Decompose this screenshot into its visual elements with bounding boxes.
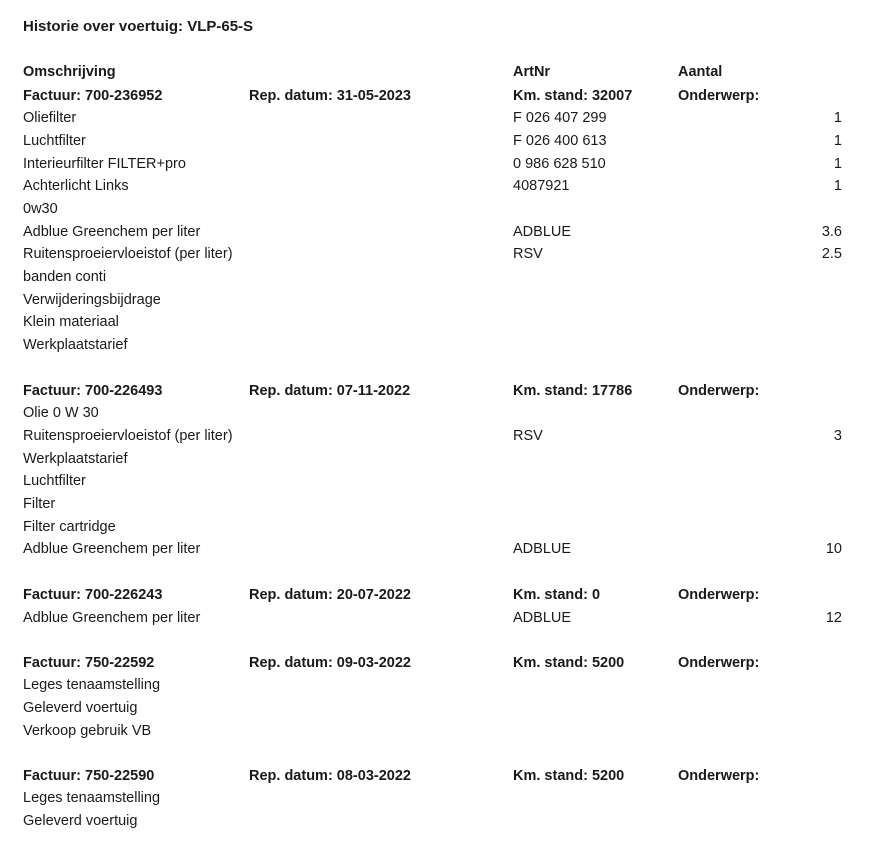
line-description: Klein materiaal (23, 314, 119, 331)
line-description: Verkoop gebruik VB (23, 722, 152, 739)
line-artnr: ADBLUE (513, 609, 572, 626)
line-item (0, 311, 872, 334)
invoice-header (0, 584, 872, 607)
odometer-reading: Km. stand: 5200 (513, 767, 625, 784)
invoice-block (0, 765, 872, 833)
line-quantity: 1 (833, 110, 842, 127)
line-item (0, 107, 872, 130)
invoice-header (0, 380, 872, 403)
line-quantity: 1 (833, 155, 842, 172)
line-description: Werkplaatstarief (23, 450, 128, 467)
line-item (0, 266, 872, 289)
line-description: Interieurfilter FILTER+pro (23, 155, 186, 172)
line-artnr: RSV (513, 246, 543, 263)
invoice-block (0, 85, 872, 357)
line-quantity: 12 (825, 609, 842, 626)
subject-label: Onderwerp: (678, 87, 760, 104)
invoice-number: Factuur: 750-22590 (23, 767, 155, 784)
invoice-number: Factuur: 700-236952 (23, 87, 163, 104)
repair-date: Rep. datum: 07-11-2022 (249, 382, 411, 399)
invoice-number: Factuur: 700-226493 (23, 382, 163, 399)
odometer-reading: Km. stand: 5200 (513, 654, 625, 671)
line-description: Werkplaatstarief (23, 337, 128, 354)
line-description: Geleverd voertuig (23, 812, 138, 829)
line-item (0, 175, 872, 198)
repair-date: Rep. datum: 09-03-2022 (249, 654, 411, 671)
line-description: Adblue Greenchem per liter (23, 541, 201, 558)
line-artnr: F 026 400 613 (513, 132, 607, 149)
line-quantity: 3.6 (821, 223, 842, 240)
document-title: Historie over voertuig: VLP-65-S (23, 18, 254, 35)
subject-label: Onderwerp: (678, 382, 760, 399)
line-artnr: 0 986 628 510 (513, 155, 606, 172)
invoice-block (0, 584, 872, 629)
line-item (0, 425, 872, 448)
line-description: Olie 0 W 30 (23, 405, 99, 422)
subject-label: Onderwerp: (678, 654, 760, 671)
line-item (0, 334, 872, 357)
odometer-reading: Km. stand: 32007 (513, 87, 633, 104)
line-description: Filter (23, 495, 56, 512)
line-item (0, 538, 872, 561)
line-description: Oliefilter (23, 110, 77, 127)
line-item (0, 130, 872, 153)
line-item (0, 289, 872, 312)
line-item (0, 221, 872, 244)
line-description: Adblue Greenchem per liter (23, 223, 201, 240)
line-description: banden conti (23, 269, 107, 285)
line-item (0, 787, 872, 810)
line-item (0, 674, 872, 697)
line-item (0, 243, 872, 266)
line-description: Ruitensproeiervloeistof (per liter) (23, 427, 233, 444)
line-artnr: F 026 407 299 (513, 110, 607, 127)
line-item (0, 198, 872, 221)
line-description: Ruitensproeiervloeistof (per liter) (23, 246, 233, 263)
odometer-reading: Km. stand: 17786 (513, 382, 633, 399)
column-header-description: Omschrijving (23, 64, 116, 80)
line-quantity: 10 (825, 541, 842, 558)
column-header-quantity: Aantal (678, 64, 723, 80)
line-item (0, 607, 872, 630)
line-description: Luchtfilter (23, 132, 86, 149)
line-item (0, 448, 872, 471)
invoice-header (0, 85, 872, 108)
line-description: Geleverd voertuig (23, 699, 138, 716)
odometer-reading: Km. stand: 0 (513, 587, 601, 603)
line-description: 0w30 (23, 200, 58, 217)
line-artnr: ADBLUE (513, 223, 572, 240)
line-item (0, 810, 872, 833)
line-item (0, 153, 872, 176)
line-item (0, 402, 872, 425)
line-quantity: 3 (833, 427, 842, 444)
invoice-block (0, 380, 872, 562)
line-item (0, 493, 872, 516)
line-description: Achterlicht Links (23, 178, 129, 195)
line-quantity: 1 (833, 132, 842, 149)
line-quantity: 2.5 (821, 246, 842, 263)
invoice-header (0, 765, 872, 788)
invoice-header (0, 652, 872, 675)
column-header-artnr: ArtNr (513, 64, 551, 80)
line-description: Leges tenaamstelling (23, 677, 161, 694)
line-description: Luchtfilter (23, 473, 86, 490)
line-description: Filter cartridge (23, 518, 116, 535)
subject-label: Onderwerp: (678, 587, 760, 603)
line-item (0, 516, 872, 539)
subject-label: Onderwerp: (678, 767, 760, 784)
repair-date: Rep. datum: 20-07-2022 (249, 587, 411, 603)
line-item (0, 720, 872, 743)
line-quantity: 1 (833, 178, 842, 195)
line-description: Verwijderingsbijdrage (23, 291, 161, 308)
line-item (0, 470, 872, 493)
line-artnr: 4087921 (513, 178, 570, 195)
line-artnr: RSV (513, 427, 543, 444)
repair-date: Rep. datum: 08-03-2022 (249, 767, 411, 784)
line-artnr: ADBLUE (513, 541, 572, 558)
repair-date: Rep. datum: 31-05-2023 (249, 87, 411, 104)
invoice-block (0, 652, 872, 743)
line-description: Adblue Greenchem per liter (23, 609, 201, 626)
line-item (0, 697, 872, 720)
line-description: Leges tenaamstelling (23, 790, 161, 807)
invoice-number: Factuur: 750-22592 (23, 654, 155, 671)
invoice-number: Factuur: 700-226243 (23, 587, 163, 603)
